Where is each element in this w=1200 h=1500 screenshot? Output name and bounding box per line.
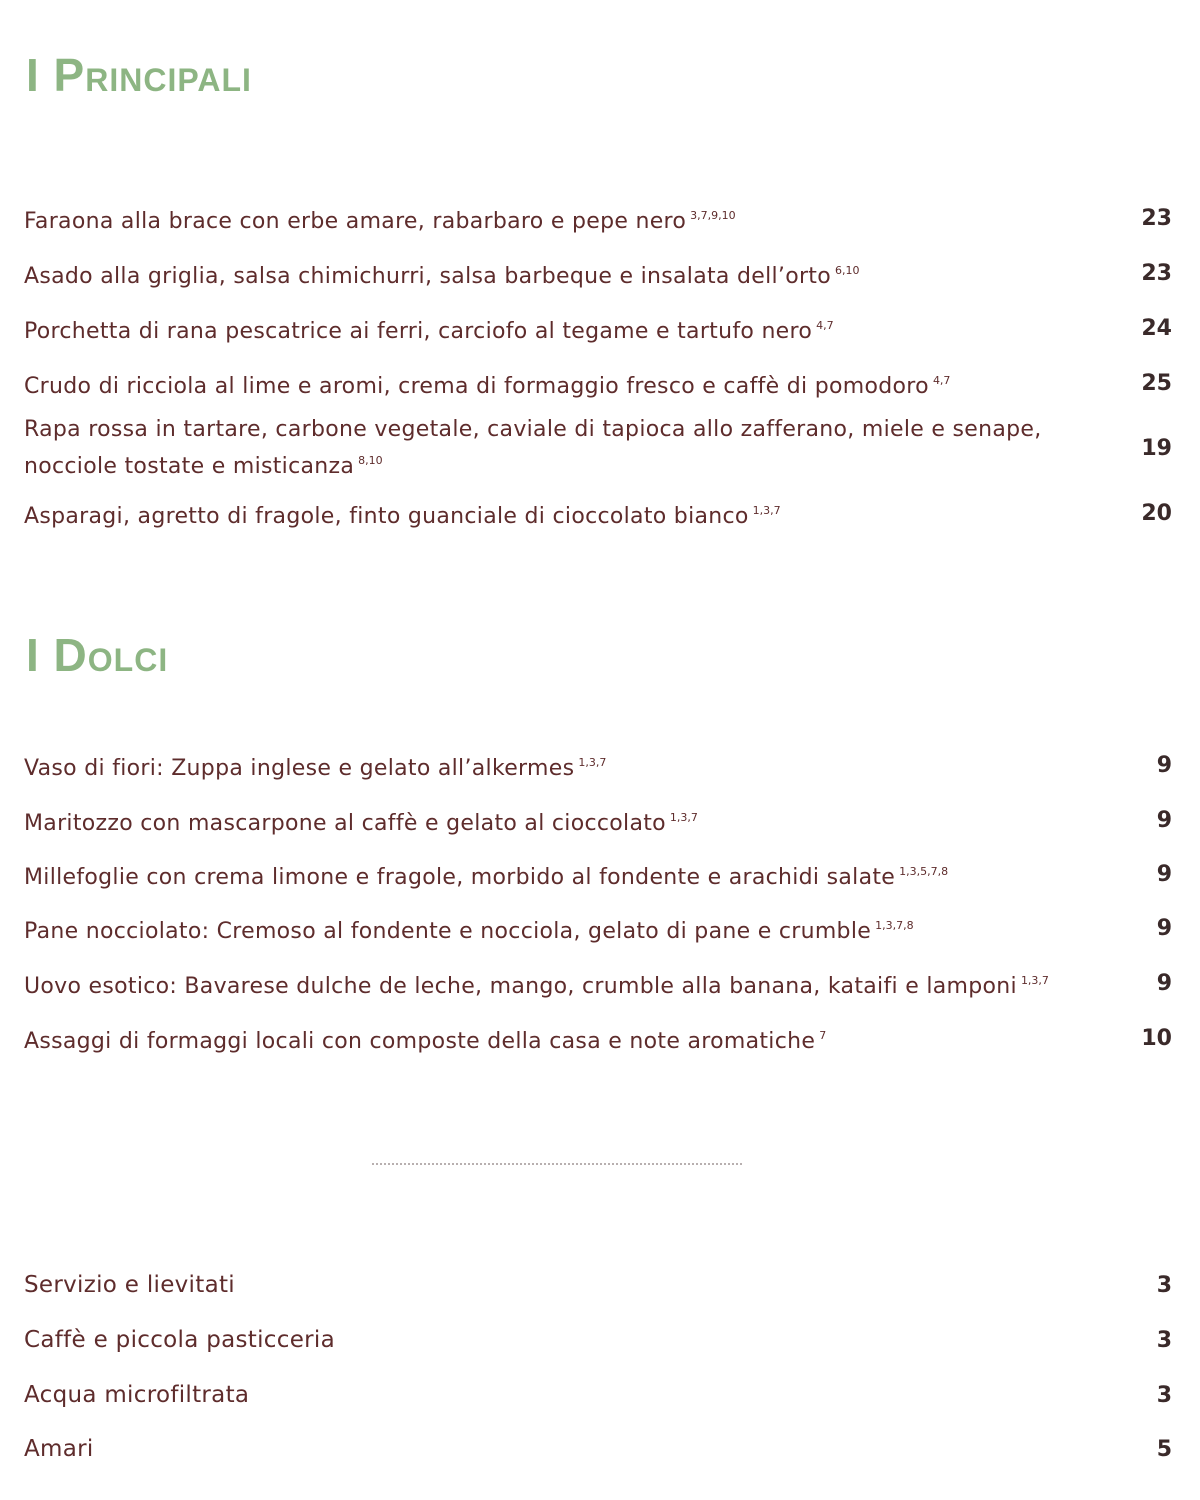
extra-item-price: 3 bbox=[1156, 1273, 1172, 1298]
menu-item bbox=[24, 495, 1172, 532]
dotted-divider bbox=[372, 1163, 742, 1165]
menu-item-allergens: 4,7 bbox=[932, 374, 951, 387]
menu-item-name: Vaso di fiori: Zuppa inglese e gelato all’alkermes bbox=[24, 756, 575, 781]
menu-item bbox=[24, 802, 1172, 839]
menu-item bbox=[24, 965, 1172, 1002]
section-title-rest: OLCI bbox=[87, 642, 169, 678]
menu-item-price: 9 bbox=[1156, 862, 1172, 887]
menu-item-price: 19 bbox=[1141, 435, 1172, 461]
menu-item bbox=[24, 255, 1172, 292]
extra-item-price: 3 bbox=[1156, 1328, 1172, 1353]
menu-item-name: Asado alla griglia, salsa chimichurri, salsa barbeque e insalata dell’orto bbox=[24, 264, 831, 289]
extra-item-name: Acqua microfiltrata bbox=[24, 1382, 250, 1408]
menu-item-allergens: 1,3,5,7,8 bbox=[899, 865, 949, 878]
menu-item-allergens: 8,10 bbox=[358, 454, 383, 467]
menu-item bbox=[24, 1020, 1172, 1057]
menu-item-name: Rapa rossa in tartare, carbone vegetale, caviale di tapioca allo zafferano, miele e senape, nocciole tostate e misticanza bbox=[24, 417, 1042, 479]
menu-item bbox=[24, 910, 1172, 947]
menu-item-allergens: 1,3,7 bbox=[669, 811, 698, 824]
menu-item-price: 23 bbox=[1141, 261, 1172, 286]
menu-item bbox=[24, 310, 1172, 347]
menu-item-name: Maritozzo con mascarpone al caffè e gelato al cioccolato bbox=[24, 811, 666, 836]
section-title-principali bbox=[26, 50, 252, 105]
menu-item-allergens: 4,7 bbox=[816, 319, 834, 332]
section-title-dolci bbox=[26, 630, 168, 685]
extra-item bbox=[24, 1380, 1172, 1411]
menu-item-price: 20 bbox=[1141, 501, 1172, 526]
extra-item bbox=[24, 1434, 1172, 1465]
menu-item-price: 9 bbox=[1156, 753, 1172, 778]
menu-item-price: 9 bbox=[1156, 916, 1172, 941]
menu-item-price: 24 bbox=[1141, 316, 1172, 341]
menu-item bbox=[24, 200, 1172, 237]
menu-item-name: Crudo di ricciola al lime e aromi, crema di formaggio fresco e caffè di pomodoro bbox=[24, 374, 929, 399]
menu-item-allergens: 1,3,7 bbox=[1020, 974, 1049, 987]
menu-item-name: Assaggi di formaggi locali con composte della casa e note aromatiche bbox=[24, 1029, 816, 1054]
menu-item-name: Asparagi, agretto di fragole, finto guanciale di cioccolato bianco bbox=[24, 504, 749, 529]
menu-item bbox=[24, 414, 1172, 482]
extra-item-name: Caffè e piccola pasticceria bbox=[24, 1327, 335, 1353]
menu-item-price: 10 bbox=[1141, 1026, 1172, 1051]
menu-item-name: Millefoglie con crema limone e fragole, morbido al fondente e arachidi salate bbox=[24, 865, 896, 890]
section-title-rest: RINCIPALI bbox=[85, 62, 252, 98]
menu-item bbox=[24, 365, 1172, 402]
extra-item-price: 3 bbox=[1156, 1383, 1172, 1408]
extra-item-price: 5 bbox=[1156, 1437, 1172, 1462]
menu-item-allergens: 1,3,7 bbox=[578, 756, 607, 769]
extra-item bbox=[24, 1325, 1172, 1356]
menu-item-name: Uovo esotico: Bavarese dulche de leche, mango, crumble alla banana, kataifi e lamponi bbox=[24, 974, 1017, 999]
extra-item-name: Amari bbox=[24, 1436, 94, 1462]
menu-item-name: Pane nocciolato: Cremoso al fondente e nocciola, gelato di pane e crumble bbox=[24, 919, 872, 944]
extra-item-name: Servizio e lievitati bbox=[24, 1272, 235, 1298]
menu-item-name: Porchetta di rana pescatrice ai ferri, carciofo al tegame e tartufo nero bbox=[24, 319, 813, 344]
menu-item-name: Faraona alla brace con erbe amare, rabarbaro e pepe nero bbox=[24, 209, 687, 234]
menu-item-allergens: 1,3,7 bbox=[752, 504, 781, 517]
extra-item bbox=[24, 1270, 1172, 1301]
menu-item-allergens: 6,10 bbox=[835, 264, 860, 277]
menu-item-price: 9 bbox=[1156, 808, 1172, 833]
menu-item-price: 9 bbox=[1156, 971, 1172, 996]
menu-item-allergens: 1,3,7,8 bbox=[875, 919, 914, 932]
section-title-initial: I D bbox=[26, 629, 88, 681]
menu-item bbox=[24, 747, 1172, 784]
menu-item bbox=[24, 856, 1172, 893]
menu-item-price: 23 bbox=[1141, 206, 1172, 231]
menu-item-allergens: 7 bbox=[819, 1029, 827, 1042]
menu-item-allergens: 3,7,9,10 bbox=[690, 209, 736, 222]
section-title-initial: I P bbox=[26, 49, 86, 101]
menu-item-price: 25 bbox=[1141, 371, 1172, 396]
